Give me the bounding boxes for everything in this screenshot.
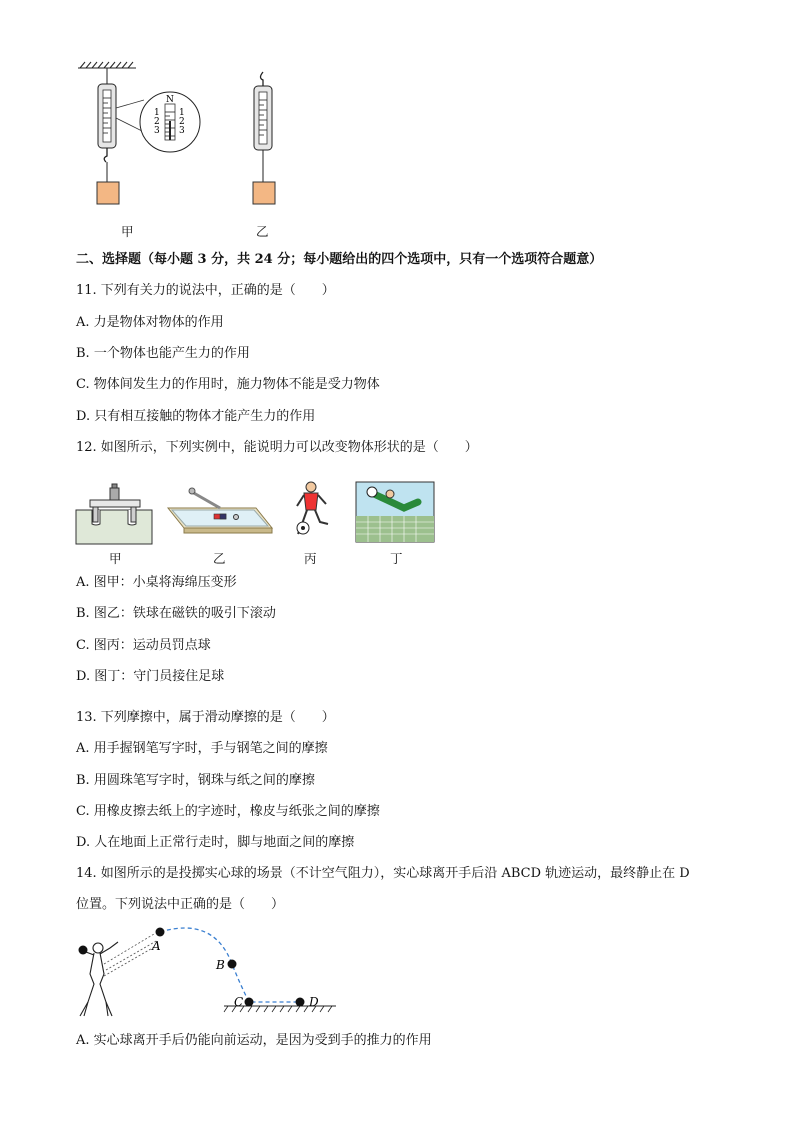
figure-caption-jia: 甲 — [121, 224, 134, 239]
figure-caption-yi: 乙 — [256, 224, 269, 239]
goalkeeper-image — [356, 482, 434, 542]
q12-option-c: C. 图丙：运动员罚点球 — [76, 638, 211, 653]
ball-in-hand — [79, 946, 88, 955]
q14-stem-line1: 14. 如图所示的是投掷实心球的场景（不计空气阻力），实心球离开手后沿 ABCD 轨迹运动，最终静止在 D — [76, 866, 690, 881]
point-b-label: B — [216, 958, 225, 972]
scale-unit-label: N — [166, 95, 174, 105]
q11-stem: 11. 下列有关力的说法中，正确的是（ ） — [76, 283, 335, 298]
q11-option-c: C. 物体间发生力的作用时，施力物体不能是受力物体 — [76, 377, 380, 392]
q12-option-b: B. 图乙：铁球在磁铁的吸引下滚动 — [76, 606, 276, 621]
q14-stem-line2: 位置。下列说法中正确的是（ ） — [76, 897, 285, 912]
scale-number-left-1: 1 — [154, 108, 160, 118]
scale-number-left-2: 2 — [154, 117, 160, 127]
table-on-sponge-image — [76, 484, 152, 544]
spring-scale-figure — [70, 58, 320, 218]
q12-stem: 12. 如图所示，下列实例中，能说明力可以改变物体形状的是（ ） — [76, 440, 478, 455]
point-a-label: A — [152, 939, 161, 953]
q12-figures — [74, 478, 439, 546]
scale-magnifier — [116, 92, 200, 152]
spring-scale-left — [97, 68, 119, 204]
q12-caption-ding: 丁 — [390, 551, 403, 566]
scale-number-right-1: 1 — [179, 108, 185, 118]
ceiling-hatch — [78, 62, 136, 68]
point-c-marker — [245, 998, 254, 1007]
q12-option-d: D. 图丁：守门员接住足球 — [76, 669, 225, 684]
scale-number-right-3: 3 — [179, 126, 185, 136]
q11-option-d: D. 只有相互接触的物体才能产生力的作用 — [76, 409, 316, 424]
q12-caption-bing: 丙 — [304, 551, 317, 566]
point-a-marker — [156, 928, 165, 937]
point-d-marker — [296, 998, 305, 1007]
point-c-label: C — [234, 995, 244, 1009]
section-heading: 二、选择题（每小题 3 分，共 24 分；每小题给出的四个选项中，只有一个选项符合题意） — [76, 252, 603, 267]
scale-number-right-2: 2 — [179, 117, 185, 127]
q12-caption-yi: 乙 — [213, 551, 226, 566]
point-d-label: D — [309, 995, 319, 1009]
q13-option-a: A. 用手握钢笔写字时，手与钢笔之间的摩擦 — [76, 741, 328, 756]
q13-option-b: B. 用圆珠笔写字时，钢珠与纸之间的摩擦 — [76, 773, 315, 788]
spring-scale-right — [253, 72, 275, 204]
q12-caption-jia: 甲 — [109, 551, 122, 566]
magnet-ball-image — [168, 488, 272, 533]
q12-option-a: A. 图甲：小桌将海绵压变形 — [76, 575, 237, 590]
q13-option-d: D. 人在地面上正常行走时，脚与地面之间的摩擦 — [76, 835, 355, 850]
q11-option-a: A. 力是物体对物体的作用 — [76, 315, 224, 330]
shot-put-trajectory-figure — [74, 922, 344, 1022]
q11-option-b: B. 一个物体也能产生力的作用 — [76, 346, 250, 361]
point-b-marker — [228, 960, 237, 969]
penalty-kick-image — [297, 482, 328, 534]
q13-stem: 13. 下列摩擦中，属于滑动摩擦的是（ ） — [76, 710, 335, 725]
q13-option-c: C. 用橡皮擦去纸上的字迹时，橡皮与纸张之间的摩擦 — [76, 804, 380, 819]
scale-number-left-3: 3 — [154, 126, 160, 136]
q14-option-a: A. 实心球离开手后仍能向前运动，是因为受到手的推力的作用 — [76, 1033, 432, 1048]
